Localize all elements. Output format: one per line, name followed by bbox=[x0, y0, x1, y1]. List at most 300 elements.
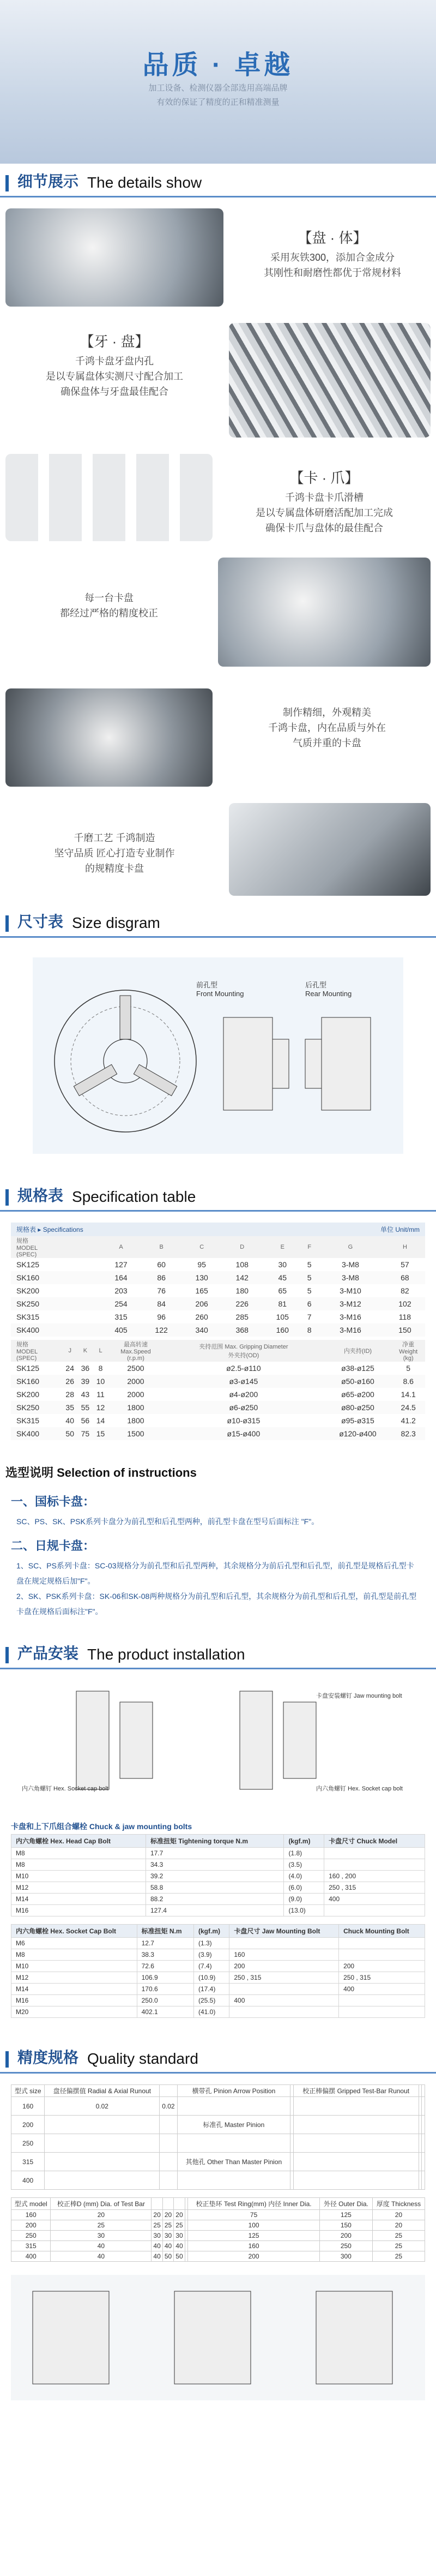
table-cell: 25 bbox=[174, 2220, 185, 2231]
table-cell: 76 bbox=[157, 1286, 166, 1295]
table-cell: 160 , 200 bbox=[324, 1871, 425, 1882]
table-row bbox=[11, 1871, 425, 1882]
table-cell: (4.0) bbox=[284, 1871, 324, 1882]
table-cell: 40 bbox=[162, 2241, 173, 2251]
table-header-cell: (kgf.m) bbox=[284, 1835, 324, 1848]
spec-table-2 bbox=[11, 1340, 425, 1440]
table-cell: (41.0) bbox=[193, 2006, 229, 2018]
table-cell: 200 bbox=[229, 1961, 339, 1972]
table-row bbox=[11, 1427, 425, 1440]
table-row bbox=[11, 1859, 425, 1871]
table-cell: 20 bbox=[174, 2210, 185, 2220]
spec-unit-bar: 规格表 ▸ Specifications 单位 Unit/mm bbox=[11, 1223, 425, 1236]
table-cell: M8 bbox=[11, 1949, 137, 1961]
table-cell: 43 bbox=[81, 1390, 90, 1399]
bolt-table-1 bbox=[11, 1834, 425, 1916]
table-cell: 250 , 315 bbox=[229, 1972, 339, 1984]
table-cell: 40 bbox=[174, 2241, 185, 2251]
table-cell bbox=[422, 2134, 425, 2153]
table-cell: 95 bbox=[197, 1260, 206, 1269]
table-cell: SK125 bbox=[16, 1260, 40, 1269]
table-cell: SK200 bbox=[16, 1286, 40, 1295]
table-cell: 20 bbox=[162, 2210, 173, 2220]
table-cell: 2000 bbox=[108, 1375, 164, 1388]
table-cell: 57 bbox=[401, 1260, 409, 1269]
table-cell: 50 bbox=[162, 2251, 173, 2262]
table-header-cell: (kgf.m) bbox=[193, 1925, 229, 1938]
table-header-cell: 型式 model bbox=[11, 2198, 51, 2210]
table-cell: 5 bbox=[307, 1260, 312, 1269]
table-row bbox=[11, 2210, 425, 2220]
table-cell: 125 bbox=[188, 2231, 320, 2241]
table-cell: 315 bbox=[114, 1313, 128, 1321]
table-header-cell: 标准扭矩 N.m bbox=[137, 1925, 193, 1938]
table-cell: M8 bbox=[11, 1859, 146, 1871]
table-cell: 1800 bbox=[127, 1416, 144, 1425]
table-cell: 160 bbox=[262, 1323, 302, 1337]
table-cell: 105 bbox=[276, 1313, 289, 1321]
section-bar bbox=[5, 915, 9, 932]
table-cell: 56 bbox=[81, 1416, 90, 1425]
table-cell bbox=[160, 2134, 177, 2153]
table-cell: (1.3) bbox=[193, 1938, 229, 1949]
table-row bbox=[11, 1938, 425, 1949]
table-cell: ø38-ø125 bbox=[341, 1364, 374, 1373]
table-cell: (17.4) bbox=[193, 1984, 229, 1995]
table-row bbox=[11, 2251, 425, 2262]
front-mount-label: 前孔型 Front Mounting bbox=[196, 981, 244, 998]
table-cell: 400 bbox=[339, 1984, 425, 1995]
table-cell: ø6-ø250 bbox=[163, 1401, 324, 1414]
table-cell: SK400 bbox=[11, 1427, 62, 1440]
table-cell: M20 bbox=[11, 2006, 137, 2018]
table-cell: 58.8 bbox=[146, 1882, 284, 1894]
instr-p2a: 1、SC、PS系列卡盘：SC-03规格分为前孔型和后孔型两种，其余规格分为前后孔型和后孔型，前孔型是规格后孔型卡盘在规定规格后加"F"。 bbox=[16, 1561, 414, 1585]
table-cell: 150 bbox=[385, 1323, 425, 1337]
table-header-cell bbox=[152, 2198, 162, 2210]
table-cell: 285 bbox=[235, 1313, 249, 1321]
label-socket-bolt: 内六角螺钉 Hex. Socket cap bolt bbox=[22, 1786, 108, 1792]
size-title-zh: 尺寸表 bbox=[17, 913, 64, 930]
table-cell: (6.0) bbox=[284, 1882, 324, 1894]
table-cell: 3-M8 bbox=[342, 1260, 359, 1269]
table-header-cell bbox=[174, 2198, 185, 2210]
table-cell: 3-M10 bbox=[340, 1286, 361, 1295]
table-cell: 200 bbox=[188, 2251, 320, 2262]
table-row bbox=[11, 2220, 425, 2231]
section-bar bbox=[5, 1189, 9, 1206]
table-header-cell: 卡盘尺寸 Chuck Model bbox=[324, 1835, 425, 1848]
table-header-cell: 卡盘尺寸 Jaw Mounting Bolt bbox=[229, 1925, 339, 1938]
table-cell: 5 bbox=[307, 1286, 312, 1295]
table-cell bbox=[160, 2171, 177, 2190]
detail-calibration: 每一台卡盘 都经过严格的精度校正 bbox=[60, 592, 158, 619]
table-header-cell: 外径 Outer Dia. bbox=[319, 2198, 372, 2210]
table-row bbox=[11, 2241, 425, 2251]
table-cell: 402.1 bbox=[137, 2006, 193, 2018]
table-cell: 200 bbox=[11, 2116, 45, 2134]
table-cell: M12 bbox=[11, 1882, 146, 1894]
table-header-cell: 净重 Weight (kg) bbox=[391, 1340, 425, 1362]
table-cell bbox=[177, 2097, 290, 2116]
table-cell: 250 , 315 bbox=[339, 1972, 425, 1984]
table-cell: 标准孔 Master Pinion bbox=[177, 2116, 290, 2134]
table-cell: SK200 bbox=[16, 1390, 40, 1399]
table-cell: 40 bbox=[65, 1416, 74, 1425]
table-cell: ø50-ø160 bbox=[324, 1375, 392, 1388]
table-row bbox=[11, 1414, 425, 1427]
table-cell: 170.6 bbox=[137, 1984, 193, 1995]
table-row bbox=[11, 1362, 425, 1375]
table-cell: 84 bbox=[141, 1297, 181, 1310]
table-cell: 25 bbox=[51, 2220, 152, 2231]
table-row bbox=[11, 1297, 425, 1310]
table-cell: 50 bbox=[62, 1427, 77, 1440]
table-cell: 5 bbox=[302, 1271, 316, 1284]
table-cell bbox=[339, 2006, 425, 2018]
table-cell: 160 bbox=[229, 1949, 339, 1961]
table-cell: 180 bbox=[235, 1286, 249, 1295]
table-cell: 96 bbox=[157, 1313, 166, 1321]
table-cell: 41.2 bbox=[401, 1416, 416, 1425]
table-row bbox=[11, 1894, 425, 1905]
table-header-cell: 校正垫环 Test Ring(mm) 内径 Inner Dia. bbox=[188, 2198, 320, 2210]
table-cell: 81 bbox=[262, 1297, 302, 1310]
table-cell: 11 bbox=[96, 1390, 105, 1399]
table-cell bbox=[45, 2171, 160, 2190]
chuck-front-photo bbox=[5, 688, 213, 787]
table-cell: M14 bbox=[11, 1984, 137, 1995]
table-cell: 2000 bbox=[127, 1390, 144, 1399]
table-cell bbox=[177, 2171, 290, 2190]
label-socket-bolt-2: 内六角螺钉 Hex. Socket cap bolt bbox=[316, 1786, 403, 1792]
table-cell: 30 bbox=[162, 2231, 173, 2241]
table-row bbox=[11, 1995, 425, 2006]
table-cell: ø10-ø315 bbox=[227, 1416, 261, 1425]
table-cell: M8 bbox=[11, 1848, 146, 1859]
table-header-cell: 盘径偏摆值 Radial & Axial Runout bbox=[45, 2085, 160, 2097]
jaw-photo bbox=[5, 454, 213, 541]
detail-finish: 制作精细，外观精美 千鸿卡盘，内在品质与外在 气质并重的卡盘 bbox=[268, 707, 386, 748]
table-cell: M12 bbox=[11, 1972, 137, 1984]
table-cell: 30 bbox=[174, 2231, 185, 2241]
table-cell: M10 bbox=[11, 1961, 137, 1972]
table-cell: 35 bbox=[62, 1401, 77, 1414]
table-row bbox=[11, 1323, 425, 1337]
table-cell bbox=[229, 2006, 339, 2018]
table-cell: 17.7 bbox=[146, 1848, 284, 1859]
table-cell: SK315 bbox=[16, 1416, 40, 1425]
table-cell: 12.7 bbox=[137, 1938, 193, 1949]
instr-section bbox=[0, 1493, 436, 1619]
table-cell: 250 bbox=[11, 2231, 51, 2241]
bolt-table-title: 卡盘和上下爪组合螺栓 Chuck & jaw mounting bolts bbox=[11, 1822, 192, 1831]
table-cell: 122 bbox=[141, 1323, 181, 1337]
table-cell bbox=[422, 2171, 425, 2190]
table-cell: 10 bbox=[93, 1375, 108, 1388]
bolt-table-2 bbox=[11, 1924, 425, 2018]
install-header bbox=[0, 1636, 436, 1669]
table-header-cell: D bbox=[222, 1236, 262, 1258]
table-row bbox=[11, 1284, 425, 1297]
quality-svg bbox=[11, 2275, 425, 2400]
table-cell: 254 bbox=[101, 1297, 141, 1310]
table-cell bbox=[229, 1984, 339, 1995]
table-cell: 39 bbox=[77, 1375, 93, 1388]
table-cell: 400 bbox=[229, 1995, 339, 2006]
table-cell: 102 bbox=[385, 1297, 425, 1310]
table-row bbox=[11, 1972, 425, 1984]
table-cell: (3.9) bbox=[193, 1949, 229, 1961]
table-cell: 160 bbox=[11, 2210, 51, 2220]
table-header-cell: 规格 MODEL (SPEC) bbox=[11, 1340, 62, 1362]
spec-title-en: Specification table bbox=[72, 1188, 196, 1205]
table-cell bbox=[45, 2134, 160, 2153]
details-section bbox=[0, 197, 436, 904]
table-cell: SK250 bbox=[11, 1297, 101, 1310]
table-cell: 88.2 bbox=[146, 1894, 284, 1905]
table-cell bbox=[339, 1995, 425, 2006]
table-cell: 125 bbox=[319, 2210, 372, 2220]
table-cell: SK315 bbox=[16, 1313, 40, 1321]
table-cell: 68 bbox=[385, 1271, 425, 1284]
table-cell: 1800 bbox=[108, 1401, 164, 1414]
table-cell bbox=[422, 2116, 425, 2134]
pinion-gear-photo bbox=[229, 323, 431, 438]
table-cell: 24.5 bbox=[391, 1401, 425, 1414]
rear-mount-label: 后孔型 Rear Mounting bbox=[305, 981, 352, 998]
table-cell: 8.6 bbox=[391, 1375, 425, 1388]
table-cell: SK160 bbox=[11, 1271, 101, 1284]
table-cell: 340 bbox=[181, 1323, 222, 1337]
table-header-cell: B bbox=[141, 1236, 181, 1258]
table-cell bbox=[339, 1938, 425, 1949]
detail-craft: 千磨工艺 千鸿制造 坚守品质 匠心打造专业制作 的规精度卡盘 bbox=[54, 832, 175, 874]
calibration-photo bbox=[218, 558, 431, 667]
table-cell: 1500 bbox=[108, 1427, 164, 1440]
table-header-cell: 横带孔 Pinion Arrow Position bbox=[177, 2085, 290, 2097]
table-cell bbox=[293, 2116, 419, 2134]
spec-header bbox=[0, 1178, 436, 1212]
table-cell: 30 bbox=[51, 2231, 152, 2241]
table-cell: 20 bbox=[152, 2210, 162, 2220]
table-cell: 8 bbox=[302, 1323, 316, 1337]
table-cell: M16 bbox=[11, 1905, 146, 1916]
spec-table-1 bbox=[11, 1236, 425, 1337]
table-cell: 26 bbox=[62, 1375, 77, 1388]
table-header-cell: A bbox=[101, 1236, 141, 1258]
table-cell: 60 bbox=[157, 1260, 166, 1269]
table-cell bbox=[324, 1859, 425, 1871]
detail-jaw: 【卡 · 爪】 千鸿卡盘卡爪滑槽 是以专属盘体研磨活配加工完成 确保卡爪与盘体的最佳配合 bbox=[256, 470, 393, 534]
table-cell: 86 bbox=[141, 1271, 181, 1284]
details-title-zh: 细节展示 bbox=[17, 173, 79, 190]
table-cell: 130 bbox=[181, 1271, 222, 1284]
table-cell bbox=[160, 2153, 177, 2171]
table-cell: 34.3 bbox=[146, 1859, 284, 1871]
table-row bbox=[11, 1961, 425, 1972]
table-cell: (10.9) bbox=[193, 1972, 229, 1984]
table-cell bbox=[293, 2134, 419, 2153]
table-cell: 25 bbox=[152, 2220, 162, 2231]
table-row bbox=[11, 2006, 425, 2018]
table-row bbox=[11, 1401, 425, 1414]
table-cell bbox=[422, 2097, 425, 2116]
table-cell: 200 bbox=[339, 1961, 425, 1972]
table-row bbox=[11, 2134, 425, 2153]
table-cell: 108 bbox=[235, 1260, 249, 1269]
table-cell: 25 bbox=[372, 2241, 425, 2251]
table-cell: 226 bbox=[222, 1297, 262, 1310]
table-header-cell: 内六角螺栓 Hex. Socket Cap Bolt bbox=[11, 1925, 137, 1938]
table-cell: 38.3 bbox=[137, 1949, 193, 1961]
detail-body: 【盘 · 体】 采用灰铁300，添加合金成分 其刚性和耐磨性都优于常规材料 bbox=[264, 230, 401, 278]
instr-h1: 一、国标卡盘： bbox=[11, 1495, 95, 1508]
table-cell: M10 bbox=[11, 1871, 146, 1882]
table-cell: 45 bbox=[262, 1271, 302, 1284]
table-cell: 206 bbox=[181, 1297, 222, 1310]
table-cell: 200 bbox=[11, 2220, 51, 2231]
table-row bbox=[11, 2231, 425, 2241]
size-header bbox=[0, 904, 436, 938]
table-header-cell: 内六角螺栓 Hex. Head Cap Bolt bbox=[11, 1835, 146, 1848]
table-cell: 368 bbox=[222, 1323, 262, 1337]
section-bar bbox=[5, 175, 9, 191]
table-header-cell: 校正棒D (mm) Dia. of Test Bar bbox=[51, 2198, 152, 2210]
table-cell bbox=[324, 1905, 425, 1916]
table-cell: 0.02 bbox=[160, 2097, 177, 2116]
instr-p2b: 2、SK、PSK系列卡盘：SK-06和SK-08两种规格分为前孔型和后孔型，其余规格分为前孔型和后孔型，前孔型是前孔型卡盘在规格后面标注"F"。 bbox=[16, 1592, 417, 1616]
table-cell: SK160 bbox=[11, 1375, 62, 1388]
detail-pinion: 【牙 · 盘】 千鸿卡盘牙盘内孔 是以专属盘体实测尺寸配合加工 确保盘体与牙盘最佳配合 bbox=[46, 333, 183, 397]
table-cell: 3-M16 bbox=[340, 1313, 361, 1321]
table-cell bbox=[339, 1949, 425, 1961]
table-cell: 7 bbox=[307, 1313, 312, 1321]
table-cell: 65 bbox=[278, 1286, 287, 1295]
table-cell: ø15-ø400 bbox=[163, 1427, 324, 1440]
table-cell: (1.8) bbox=[284, 1848, 324, 1859]
table-cell: 400 bbox=[11, 2251, 51, 2262]
install-title-zh: 产品安装 bbox=[17, 1645, 79, 1662]
table-row bbox=[11, 1882, 425, 1894]
table-cell: (25.5) bbox=[193, 1995, 229, 2006]
quality-table-2 bbox=[11, 2197, 425, 2262]
table-cell: 315 bbox=[11, 2241, 51, 2251]
table-cell: (7.4) bbox=[193, 1961, 229, 1972]
table-cell: 8 bbox=[98, 1364, 103, 1373]
table-cell bbox=[293, 2097, 419, 2116]
table-cell: 100 bbox=[188, 2220, 320, 2231]
table-cell: 160 bbox=[188, 2241, 320, 2251]
table-header-cell: C bbox=[181, 1236, 222, 1258]
table-cell: 400 bbox=[11, 2171, 45, 2190]
table-row bbox=[11, 1949, 425, 1961]
table-cell: 250 bbox=[11, 2134, 45, 2153]
chuck-body-photo bbox=[5, 208, 223, 307]
table-header-cell bbox=[422, 2085, 425, 2097]
hero-line-2: 有效的保证了精度的正和精准测量 bbox=[156, 98, 280, 107]
table-header-cell: J bbox=[62, 1340, 77, 1362]
table-cell: 30 bbox=[278, 1260, 287, 1269]
table-cell: 106.9 bbox=[137, 1972, 193, 1984]
table-cell bbox=[229, 1938, 339, 1949]
table-cell: 14 bbox=[96, 1416, 105, 1425]
table-cell: 250 bbox=[319, 2241, 372, 2251]
table-cell: ø2.5-ø110 bbox=[226, 1364, 261, 1373]
table-cell bbox=[293, 2171, 419, 2190]
table-cell: (3.5) bbox=[284, 1859, 324, 1871]
table-header-cell: 标准扭矩 Tightening torque N.m bbox=[146, 1835, 284, 1848]
table-cell: SK400 bbox=[11, 1323, 101, 1337]
table-cell: 142 bbox=[222, 1271, 262, 1284]
quality-drawing bbox=[11, 2275, 425, 2400]
table-row bbox=[11, 2116, 425, 2134]
table-row bbox=[11, 1905, 425, 1916]
table-cell: 30 bbox=[152, 2231, 162, 2241]
details-title-en: The details show bbox=[87, 174, 202, 191]
table-header-cell: 厚度 Thickness bbox=[372, 2198, 425, 2210]
table-cell: 315 bbox=[11, 2153, 45, 2171]
table-cell: 75 bbox=[77, 1427, 93, 1440]
table-header-cell: K bbox=[77, 1340, 93, 1362]
table-header-cell: Chuck Mounting Bolt bbox=[339, 1925, 425, 1938]
table-cell: 164 bbox=[101, 1271, 141, 1284]
table-cell: 82 bbox=[401, 1286, 409, 1295]
table-cell: 150 bbox=[319, 2220, 372, 2231]
label-jaw-bolt: 卡盘安装螺钉 Jaw mounting bolt bbox=[316, 1693, 402, 1699]
table-header-cell: 内夹持(ID) bbox=[324, 1340, 392, 1362]
table-cell: M14 bbox=[11, 1894, 146, 1905]
table-cell: 127.4 bbox=[146, 1905, 284, 1916]
table-header-cell bbox=[162, 2198, 173, 2210]
table-header-cell: H bbox=[385, 1236, 425, 1258]
table-cell: 250.0 bbox=[137, 1995, 193, 2006]
table-row bbox=[11, 2171, 425, 2190]
table-cell: M6 bbox=[11, 1938, 137, 1949]
table-cell: 39.2 bbox=[146, 1871, 284, 1882]
table-cell: 14.1 bbox=[401, 1390, 416, 1399]
instr-p1: SC、PS、SK、PSK系列卡盘分为前孔型和后孔型两种，前孔型卡盘在型号后面标注 "F"。 bbox=[16, 1517, 319, 1526]
table-cell: 3-M8 bbox=[316, 1271, 385, 1284]
table-cell: M16 bbox=[11, 1995, 137, 2006]
table-row bbox=[11, 1848, 425, 1859]
table-cell: ø80-ø250 bbox=[324, 1401, 392, 1414]
table-cell: 165 bbox=[195, 1286, 208, 1295]
table-cell: 55 bbox=[77, 1401, 93, 1414]
table-cell: 260 bbox=[195, 1313, 208, 1321]
table-cell bbox=[45, 2153, 160, 2171]
table-cell: 25 bbox=[372, 2231, 425, 2241]
table-cell: 25 bbox=[162, 2220, 173, 2231]
quality-title-en: Quality standard bbox=[87, 2050, 198, 2067]
table-cell: 12 bbox=[93, 1401, 108, 1414]
table-cell: 75 bbox=[188, 2210, 320, 2220]
table-cell: 40 bbox=[51, 2241, 152, 2251]
table-cell: (9.0) bbox=[284, 1894, 324, 1905]
table-cell: 40 bbox=[152, 2251, 162, 2262]
install-drawing bbox=[11, 1680, 425, 1817]
table-cell: SK125 bbox=[16, 1364, 40, 1373]
instr-header: 选型说明 Selection of instructions bbox=[5, 1466, 197, 1479]
table-cell: 其他孔 Other Than Master Pinion bbox=[177, 2153, 290, 2171]
table-cell: ø120-ø400 bbox=[324, 1427, 392, 1440]
table-cell: 405 bbox=[101, 1323, 141, 1337]
install-title-en: The product installation bbox=[87, 1646, 245, 1663]
table-cell: 24 bbox=[65, 1364, 74, 1373]
table-cell: 25 bbox=[372, 2251, 425, 2262]
table-row bbox=[11, 1388, 425, 1401]
table-cell: 2500 bbox=[127, 1364, 144, 1373]
